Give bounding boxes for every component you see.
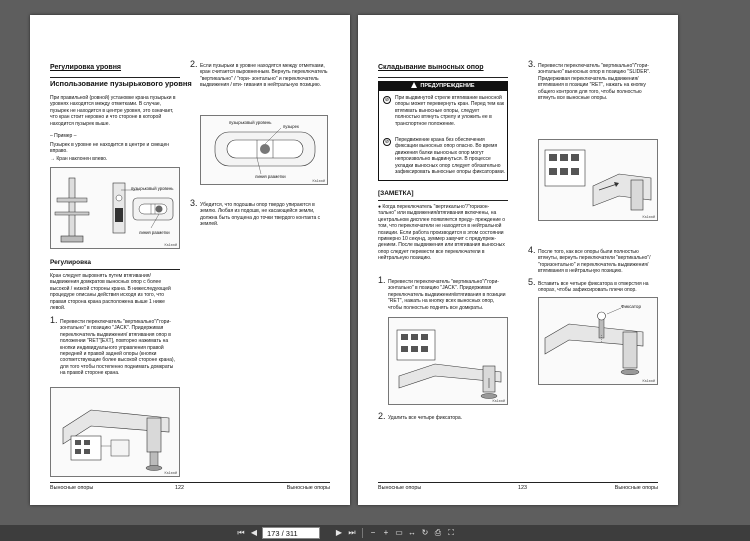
no-symbol-icon: ⊘ [384,97,390,103]
example-text: Пузырек в уровне не находится в центре и смещен вправо. [50,142,170,155]
next-page-icon[interactable]: ▶ [335,528,343,537]
no-symbol-icon-2: ⊘ [384,139,390,145]
note-title: [ЗАМЕТКА] [378,190,414,197]
right-page-number: 123 [518,485,527,491]
left-footer-title-right: Выносные опоры [286,485,330,491]
right-step5-text: Вставить все четыре фиксатора в отверстия на опорах, чтобы зафиксировать плечи опор. [538,281,649,294]
right-step3-number: 3. [528,59,536,69]
last-page-icon[interactable]: ⏭ [348,528,356,537]
fig2-label-marks: линия разметки [255,174,286,179]
left-page-number: 122 [175,485,184,491]
fig1-id: Ks1xxdf [164,243,177,247]
left-step3-number: 3. [190,198,198,208]
footer-rule [50,482,330,483]
right-step1-text: Перевести переключатель "вертикально"/"гори- зонтально" в позицию "JACK". Придерживая переключатель выдвижения/втягивания в позиции "RET", нажать на кнопку всех выносных опор, чтобы полностью поднять все домкраты. [388,279,506,311]
fit-page-icon[interactable]: ▭ [395,528,403,537]
right-step2-number: 2. [378,411,386,421]
fig2-label-bubble: пузырек [283,124,299,129]
left-step2-text: Если пузырьки в уровне находятся между отметками, кран считается выровненным. Вернуть переключатель "вертикально" / "гори- зонтально" и переключатель выдвижения / вти- гивания в нейтральную позицию. [200,63,328,89]
note-text: ● Когда переключатель "вертикально"/"горизон- тально" или выдвижения/втягивания включены, на центральном дисплее появляется преду- преждение о том, что переключатели не находятся в нейтральной позиции. Если работа производится в этом состоянии примерно 10 секунд, зуммер завучит с предупреж- дением. После выдвижения или втягивания выносных опор следует перевести все переключатели в нейтральную позицию. [378,204,506,262]
adjust-section-title: Регулировка [50,259,91,266]
fit-width-icon[interactable]: ↔ [408,528,416,537]
fig3-id: Ks1xxdf [164,471,177,475]
rotate-icon[interactable]: ↻ [421,528,429,537]
zoom-in-icon[interactable]: + [383,528,389,537]
fig1-label-marks: линия разметки [139,230,170,235]
slider-figure [538,139,658,221]
lock-pin-figure [538,297,658,385]
first-page-icon[interactable]: ⏮ [237,528,245,537]
fig1-label-level: пузырьковый уровень [131,186,174,191]
fig2-label-level: пузырьковый уровень [229,120,272,125]
page-number-input[interactable]: 173 / 311 [262,527,320,539]
outrigger-jack-figure [50,387,180,477]
left-intro-text: При правильной (ровной) установке крана пузырьки в уровнях находятся между отметками. В случае, пузырек не находится в центре уровня, это означает, что кран стоит неровно и что стороне в которой находится пузырек выше. [50,95,176,127]
left-step3-text: Убедится, что подошвы опор твердо упираются в землю. Любая из подошв, не касающейся земли, должна быть опущена до точки твердого контакта с землей. [200,202,321,228]
left-subsection-title: Использование пузырькового уровня [50,79,192,88]
right-step4-number: 4. [528,245,536,255]
right-step4-text: После того, как все опоры были полностью втянуты, вернуть переключатели "вертикально"/ "горизонтально" и переключатель выдвижения/ втягивания в нейтральную позицию. [538,249,651,275]
fullscreen-icon[interactable]: ⛶ [448,528,454,537]
right-step5-number: 5. [528,277,536,287]
right-footer-title: Выносные опоры [378,485,422,491]
title-rule [50,77,180,78]
prev-page-icon[interactable]: ◀ [250,528,258,537]
right-title-rule [378,77,508,78]
right-step3-text: Перевести переключатель "вертикально"/"гори- зонтально" выносных опор в позицию "SLIDER". Придерживая переключатель выдвижения/ втягивания в позиции "RET", нажать на кнопку общего контроля для того, чтобы полностью втянуть все выносные опоры. [538,63,651,102]
note-rule [378,200,508,201]
right-step1-number: 1. [378,275,386,285]
fig4-id: Ks1xxdf [492,399,505,403]
toolbar-separator [362,528,363,538]
right-page [358,15,678,505]
viewer-toolbar [0,525,750,541]
bubble-level-figure [50,167,180,249]
lock-pin-label: Фиксатор [621,304,642,309]
print-icon[interactable]: ⎙ [434,528,442,537]
warning-box [378,81,508,181]
fig2-id: Ks1xxdf [312,179,325,183]
adjust-rule [50,269,180,270]
adjust-text: Кран следует выровнять путем втягивания/ выдвижения домкратов выносных опор с более высокой / низкой стороны крана. В нижеследующей процедуре описаны действия исходя из того, что правая сторона крана расположена выше 1 ниже левой. [50,273,171,312]
warning-icon [411,82,417,88]
example-label: – Пример – [50,133,77,139]
left-step2-number: 2. [190,59,198,69]
warning-text-2: Передвижение крана без обеспечения фиксации выносных опор опасно. Во время движения балки выносных опор могут непроизвольно выдвинуться. В процессе укладки выносных опор следует обязательно зафиксировать выносные опоры фиксаторами. [395,137,505,176]
left-step1-text: Перевести переключатель "вертикально"/"гори- зонтально" в позицию "JACK". Придерживая переключатель выдвижения/ втягивания опор в положении "RET"[EXT], повторно нажимать на кнопки индивидуального управления правой передней и правой задней опоры (кнопки соответствующие более высокой стороне крана), для того чтобы постепенно поднимать домкраты на правой стороне крана. [60,319,175,377]
right-footer-title-right: Выносные опоры [614,485,658,491]
fig6-id: Ks1xxdf [642,379,655,383]
jack-retract-figure [388,317,508,405]
left-step1-number: 1. [50,315,58,325]
right-footer-rule [378,482,658,483]
warning-header [379,82,507,91]
warning-text-1: При выдвинутой стреле втягивание выносной опоры может перевернуть кран. Перед тем как втягивать выносные опоры, следует полностью втянуть стрелу и уложить ее в транспортное положение. [395,95,505,127]
left-page [30,15,350,505]
left-section-title: Регулировка уровня [50,64,122,71]
left-footer-title: Выносные опоры [50,485,94,491]
bubble-detail-figure [200,115,328,185]
right-section-title: Складывание выносных опор [378,64,484,71]
warning-title: ПРЕДУПРЕЖДЕНИЕ [420,83,475,89]
example-result: → Кран наклонен влево. [50,156,108,162]
zoom-out-icon[interactable]: − [370,528,376,537]
right-step2-text: Удалить все четыре фиксатора. [388,415,463,421]
fig5-id: Ks1xxdf [642,215,655,219]
